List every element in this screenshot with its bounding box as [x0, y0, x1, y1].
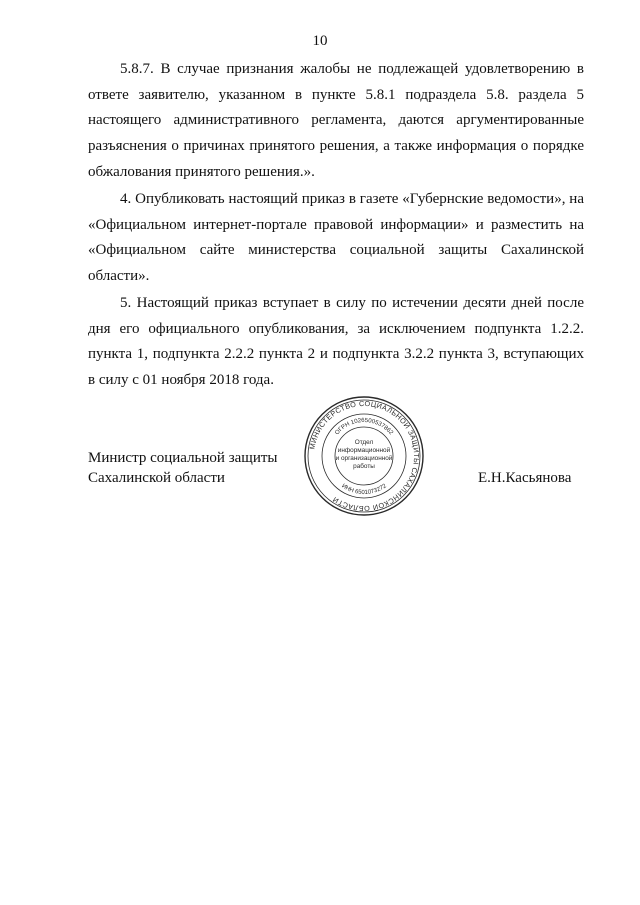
seal-outer-text: МИНИСТЕРСТВО СОЦИАЛЬНОЙ ЗАЩИТЫ САХАЛИНСКОЙ ОБЛАСТИ — [307, 398, 422, 514]
paragraph-5-effective-date: 5. Настоящий приказ вступает в силу по истечении десяти дней после дня его официального опубликования, за исключением подпункта 1.2.2. пункта 1, подпункта 2.2.2 пункта 2 и подпункта 3.2.2 пункта 3, вступающих в силу с 01 ноября 2018 года. — [88, 295, 584, 389]
signatory-name: Е.Н.Касьянова — [478, 470, 572, 486]
paragraph-4-publication: 4. Опубликовать настоящий приказ в газете «Губернские ведомости», на «Официальном интернет-портале правовой информации» и разместить на «Официальном сайте министерства социальной защиты Сахалинской области». — [88, 191, 584, 285]
seal-center-line3: и организационной — [335, 455, 393, 462]
seal-inn-text: ИНН 6501073272 — [340, 483, 388, 497]
seal-center-line1: Отдел — [354, 439, 374, 446]
page-number: 10 — [312, 33, 328, 49]
seal-ogrn-text: ОГРН 1026500537862 — [334, 417, 394, 437]
paragraph-5-8-7: 5.8.7. В случае признания жалобы не подлежащей удовлетворению в ответе заявителю, указанном в пункте 5.8.1 подраздела 5.8. раздела 5 настоящего административного регламента, даются аргументированные разъяснения о причинах принятого решения, а также информация о порядке обжалования принятого решения.». — [88, 61, 584, 180]
signatory-position-line1: Министр социальной защиты — [88, 450, 278, 466]
signatory-position-line2: Сахалинской области — [88, 470, 225, 486]
seal-center-line2: информационной — [337, 447, 391, 454]
official-seal-graphic — [303, 395, 425, 517]
seal-center-line4: работы — [353, 463, 375, 470]
signatory-position — [88, 448, 278, 488]
official-seal — [303, 395, 425, 517]
